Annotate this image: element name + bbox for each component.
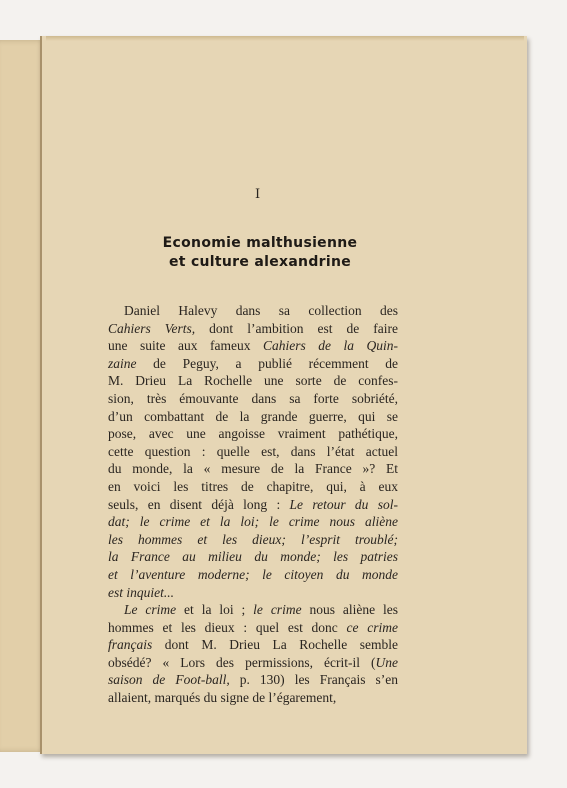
text-line xyxy=(108,390,398,408)
body-text xyxy=(108,302,398,707)
chapter-numeral: I xyxy=(255,187,261,202)
text-run: obsédé? « Lors des permissions, écrit-il ( xyxy=(108,654,376,670)
text-line xyxy=(108,531,398,549)
italic-text: Le retour du sol- xyxy=(289,496,398,512)
italic-text: le crime xyxy=(253,602,302,618)
text-run: cette question : quelle est, dans l’état actuel xyxy=(108,443,398,459)
italic-text: Une xyxy=(375,654,398,670)
text-line xyxy=(108,496,398,514)
text-line xyxy=(108,425,398,443)
text-run: hommes et les dieux : quel est donc xyxy=(108,619,347,635)
italic-text: les hommes et les dieux; l’esprit troublé; xyxy=(108,531,398,547)
text-run: seuls, en disent déjà long : xyxy=(108,496,290,512)
text-line xyxy=(108,337,398,355)
italic-text: ce crime xyxy=(346,619,398,635)
italic-text: est inquiet... xyxy=(108,584,174,600)
text-run: nous aliène les xyxy=(301,602,398,618)
italic-text: Le crime xyxy=(124,602,177,618)
text-run: p. 130) les Français s’en xyxy=(229,672,398,688)
italic-text: saison de Foot-ball, xyxy=(108,672,230,688)
text-run: en voici les titres de chapitre, qui, à eux xyxy=(108,478,398,494)
italic-text: français xyxy=(108,637,153,653)
italic-text: zaine xyxy=(108,355,137,371)
italic-text: et l’aventure moderne; le citoyen du monde xyxy=(108,566,398,582)
italic-text: dat; le crime et la loi; le crime nous aliène xyxy=(108,514,398,530)
text-line xyxy=(108,671,398,689)
text-run: dont M. Drieu La Rochelle semble xyxy=(152,637,398,653)
text-run: allaient, marqués du signe de l’égarement, xyxy=(108,690,337,706)
paragraph-1 xyxy=(108,302,398,601)
text-line xyxy=(108,619,398,637)
page-top-shadow xyxy=(46,36,524,41)
text-run: de Peguy, a publié récemment de xyxy=(136,355,398,371)
text-line xyxy=(108,513,398,531)
italic-text: la France au milieu du monde; les patries xyxy=(108,549,398,565)
text-line xyxy=(108,302,398,320)
text-line xyxy=(108,408,398,426)
text-run: Daniel Halevy dans sa collection des xyxy=(124,303,398,318)
text-line xyxy=(108,584,398,602)
text-run: sion, très émouvante dans sa forte sobriété, xyxy=(108,390,398,406)
text-line xyxy=(108,636,398,654)
text-run: une suite aux fameux xyxy=(108,338,263,354)
text-line xyxy=(108,355,398,373)
text-line xyxy=(108,566,398,584)
chapter-title-line-2: et culture alexandrine xyxy=(168,254,352,270)
text-line xyxy=(108,460,398,478)
text-line xyxy=(108,654,398,672)
text-line xyxy=(108,478,398,496)
chapter-title-line-1: Economie malthusienne xyxy=(162,235,358,251)
text-line xyxy=(108,443,398,461)
text-line xyxy=(108,372,398,390)
text-run: dont l’ambition est de faire xyxy=(195,320,398,336)
paragraph-2 xyxy=(108,601,398,707)
italic-text: Cahiers de la Quin- xyxy=(262,338,398,354)
text-run: et la loi ; xyxy=(176,602,254,618)
text-line xyxy=(108,601,398,619)
text-line xyxy=(108,689,398,707)
text-run: M. Drieu La Rochelle une sorte de confes- xyxy=(108,373,398,389)
italic-text: Cahiers Verts, xyxy=(108,320,196,336)
text-line xyxy=(108,320,398,338)
text-run: d’un combattant de la grande guerre, qui se xyxy=(108,408,398,424)
text-run: pose, avec une angoisse vraiment pathétique, xyxy=(108,426,398,442)
text-run: du monde, la « mesure de la France »? Et xyxy=(108,461,398,477)
text-line xyxy=(108,548,398,566)
